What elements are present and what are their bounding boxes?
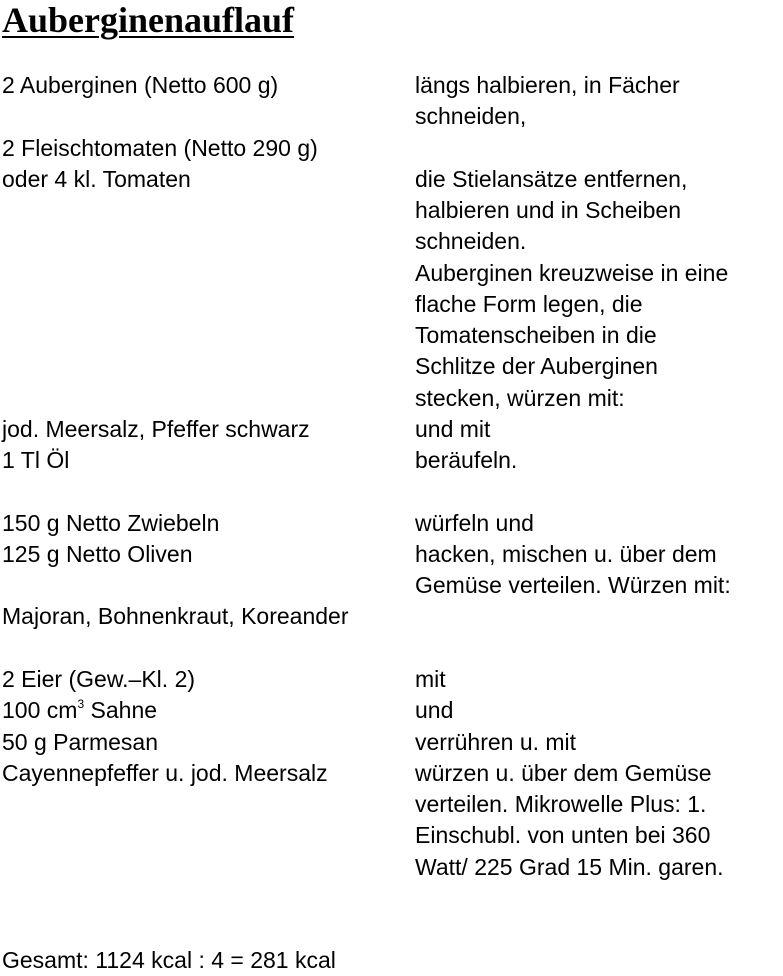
ingredient-sahne [2, 695, 157, 730]
instruction-line: und mit [415, 416, 491, 442]
instruction-line: Watt/ 225 Grad 15 Min. garen. [415, 854, 724, 880]
cubic-superscript: 3 [77, 697, 85, 711]
ingredient-eier: 2 Eier (Gew.–Kl. 2) [2, 666, 196, 692]
instruction-line: halbieren und in Scheiben [415, 197, 681, 223]
instruction-line: beräufeln. [415, 447, 518, 473]
instruction-line: Gemüse verteilen. Würzen mit: [415, 572, 731, 598]
instruction-line: Tomatenscheiben in die [415, 322, 657, 348]
ingredient-auberginen: 2 Auberginen (Netto 600 g) [2, 72, 279, 98]
instruction-line: verrühren u. mit [415, 729, 577, 755]
instruction-line: verteilen. Mikrowelle Plus: 1. [415, 791, 707, 817]
ingredient-parmesan: 50 g Parmesan [2, 729, 158, 755]
sahne-label: Sahne [84, 697, 158, 723]
ingredient-fleischtomaten: 2 Fleischtomaten (Netto 290 g) [2, 135, 318, 161]
instruction-line: würzen u. über dem Gemüse [415, 760, 712, 786]
instruction-line: Einschubl. von unten bei 360 [415, 822, 711, 848]
instruction-line: stecken, würzen mit: [415, 385, 625, 411]
instruction-line: Schlitze der Auberginen [415, 353, 658, 379]
instruction-line: hacken, mischen u. über dem [415, 541, 717, 567]
ingredient-gewuerze: Cayennepfeffer u. jod. Meersalz [2, 760, 328, 786]
instruction-line: längs halbieren, in Fächer [415, 72, 680, 98]
instruction-line: Auberginen kreuzweise in eine [415, 260, 729, 286]
ingredient-salz-pfeffer: jod. Meersalz, Pfeffer schwarz [2, 416, 310, 442]
calorie-total: Gesamt: 1124 kcal : 4 = 281 kcal [2, 947, 336, 973]
instruction-line: schneiden. [415, 228, 527, 254]
instruction-line: würfeln und [415, 510, 534, 536]
sahne-amount: 100 cm [2, 697, 78, 723]
ingredient-tomaten: oder 4 kl. Tomaten [2, 166, 191, 192]
ingredient-zwiebeln: 150 g Netto Zwiebeln [2, 510, 220, 536]
ingredient-kraeuter: Majoran, Bohnenkraut, Koreander [2, 603, 349, 629]
ingredient-oel: 1 Tl Öl [2, 447, 70, 473]
instruction-line: und [415, 697, 454, 723]
instruction-line: die Stielansätze entfernen, [415, 166, 688, 192]
recipe-title: Auberginenauflauf [2, 0, 295, 40]
instruction-line: schneiden, [415, 103, 527, 129]
instruction-line: flache Form legen, die [415, 291, 643, 317]
instruction-line: mit [415, 666, 446, 692]
ingredient-oliven: 125 g Netto Oliven [2, 541, 193, 567]
